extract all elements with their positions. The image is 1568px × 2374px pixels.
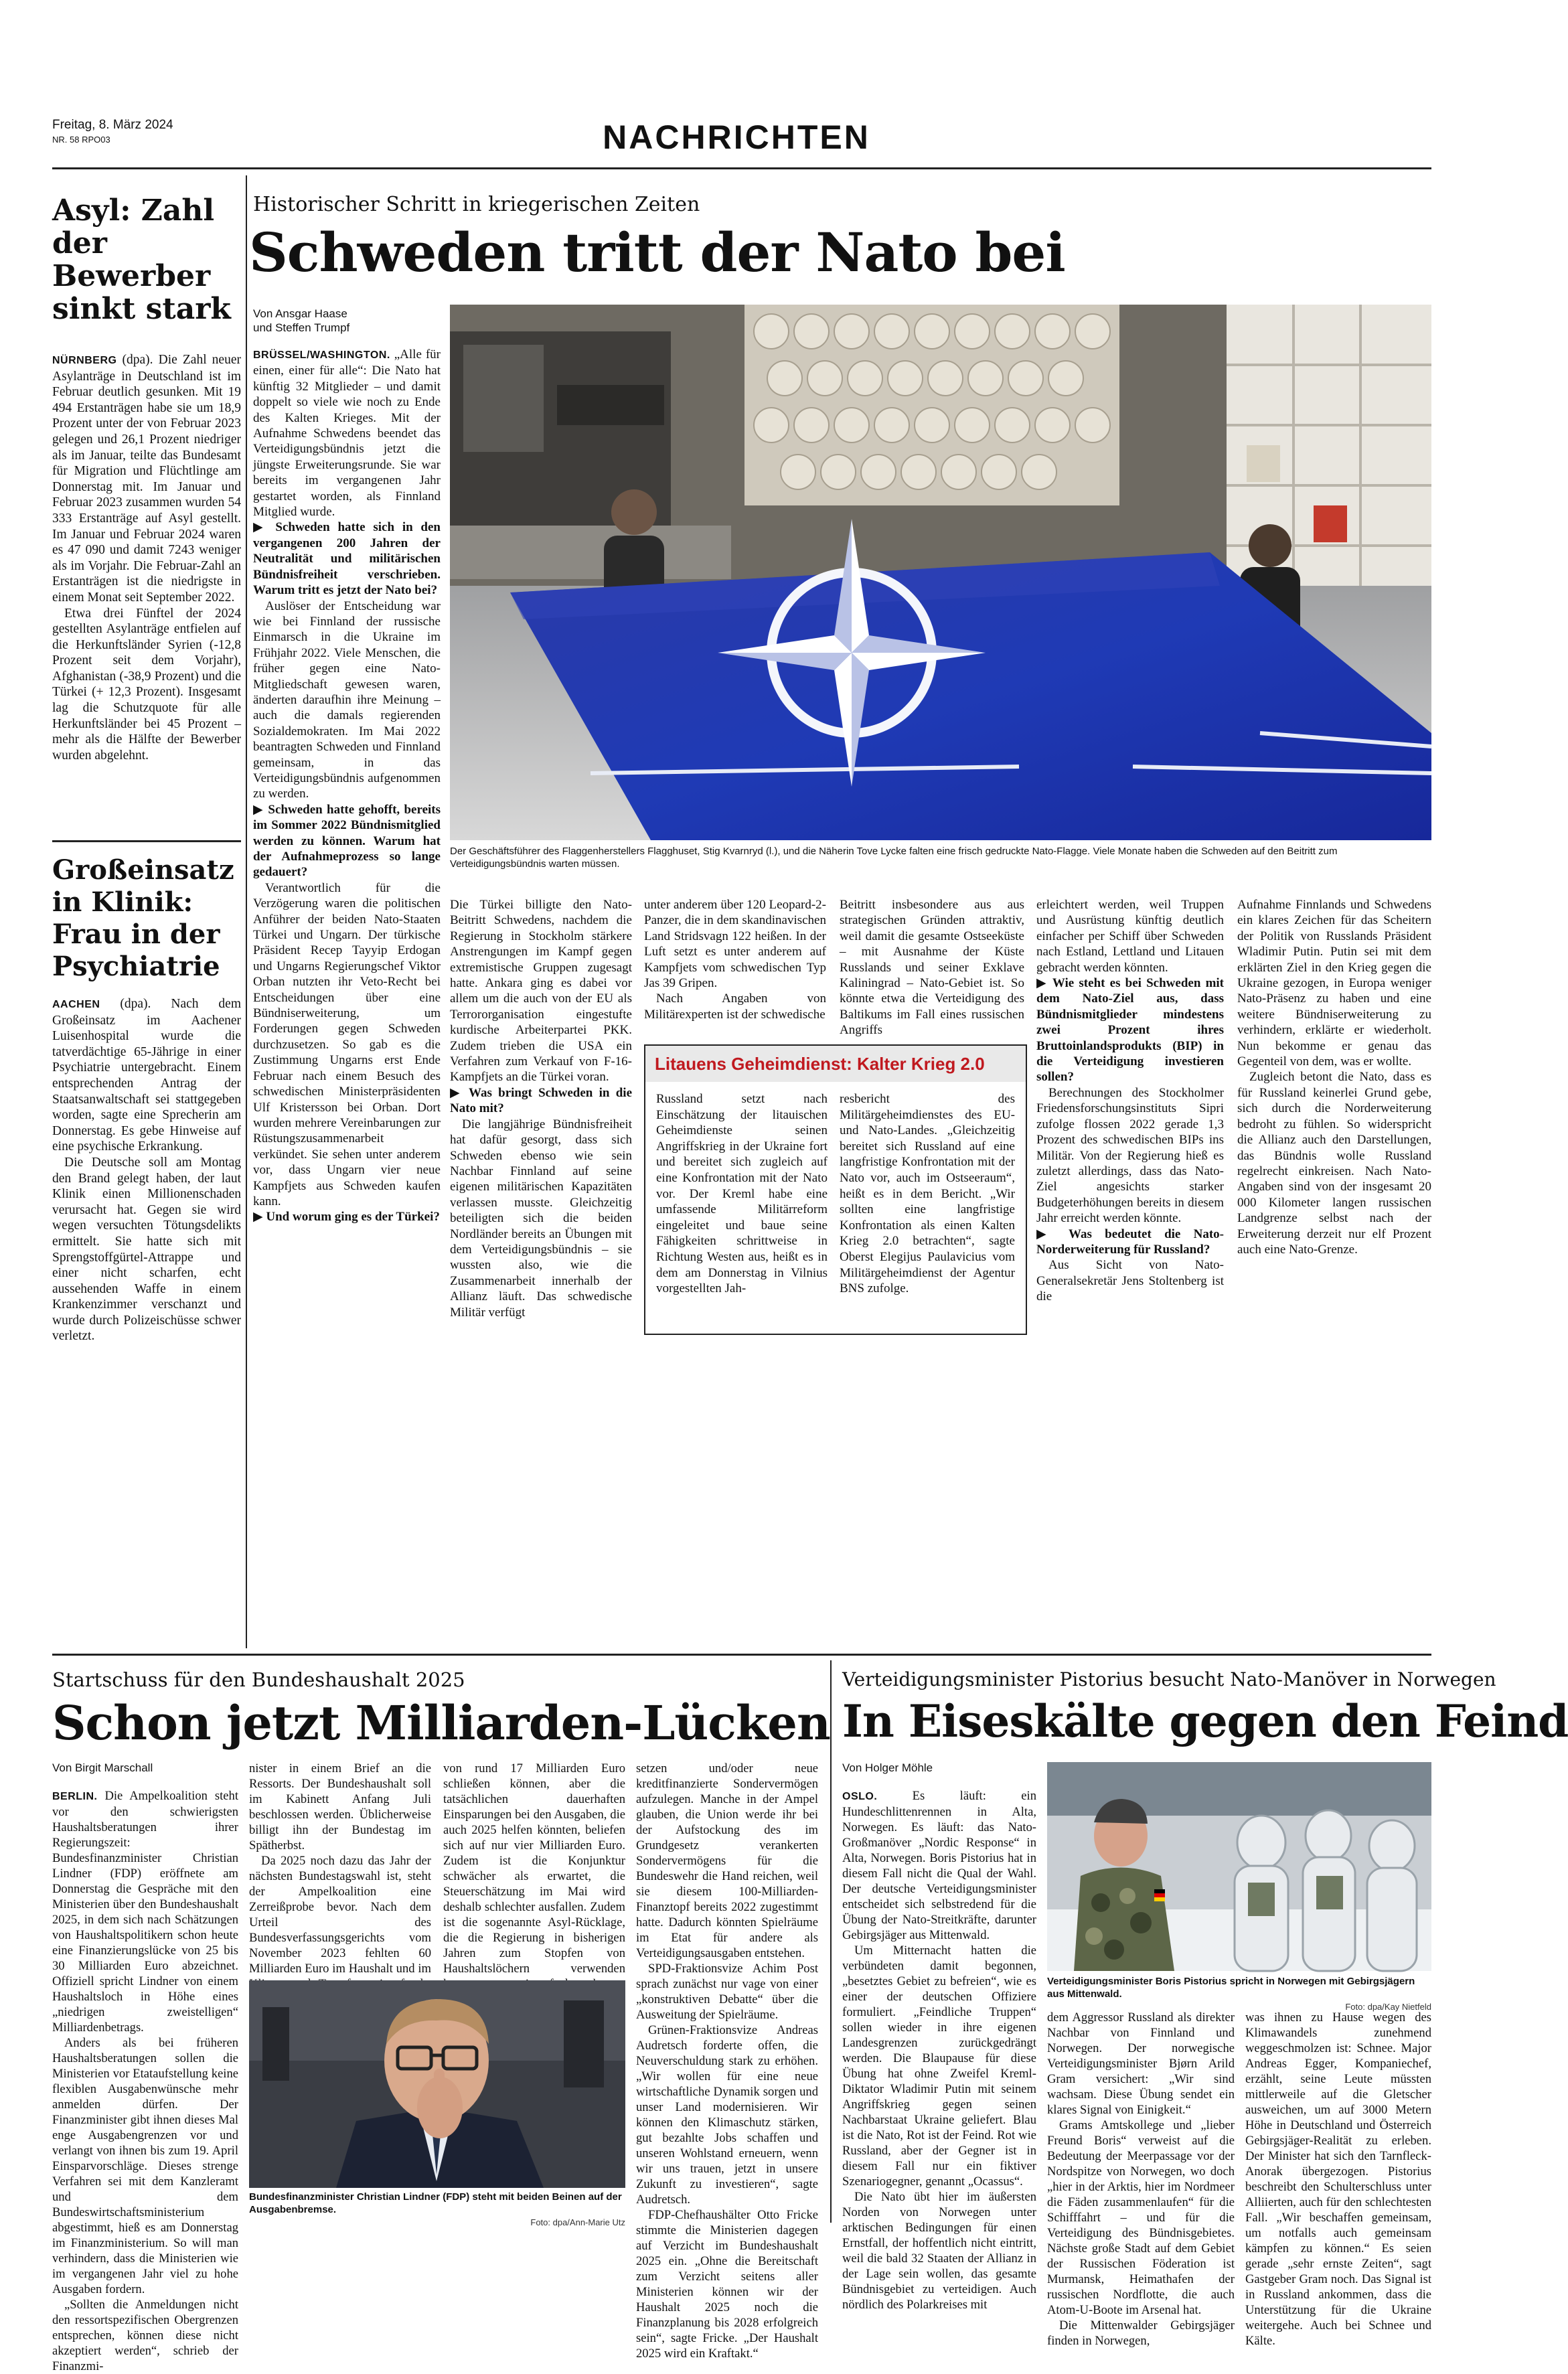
nato-col-6 [1237, 897, 1431, 1257]
nato-paragraph: Zugleich betont die Nato, dass es für Russland keinerlei Grund gebe, sich durch die Norderweiterung bedroht zu fühlen. So widerspricht die Allianz auch den Darstellungen, das Bündnis wolle Russland regelrecht einkreisen. Nach Nato-Angaben sind von der insgesamt 20 000 Kilometer langen russischen Landgrenze selbst nach der Erweiterung derzeit nur elf Prozent auch eine Nato-Grenze. [1237, 1070, 1431, 1257]
pistorius-kicker: Verteidigungsminister Pistorius besucht Nato-Manöver in Norwegen [842, 1668, 1496, 1690]
nato-paragraph: unter anderem über 120 Leopard-2-Panzer, die in dem skandinavischen Land Stridsvagn 122 heißen. In der Luft setzt es unter anderem auf Kampfjets vom schwedischen Typ Jas 39 Gripen. [644, 898, 826, 991]
header-rule [52, 167, 1431, 169]
nato-col-2 [450, 897, 632, 1320]
column-divider [246, 175, 247, 1648]
section-title: NACHRICHTEN [603, 118, 870, 156]
haushalt-col-1 [52, 1761, 238, 2374]
nato-kicker: Historischer Schritt in kriegerischen Zeiten [253, 193, 700, 216]
haushalt-col-4 [636, 1761, 818, 2361]
litauen-title: Litauens Geheimdienst: Kalter Krieg 2.0 [655, 1054, 985, 1074]
pistorius-paragraph: Die Mittenwalder Gebirgsjäger finden in Norwegen, [1047, 2318, 1235, 2348]
asyl-paragraph: Etwa drei Fünftel der 2024 gestellten Asylanträge entfielen auf die Herkunftsländer Syrien (-12,8 Prozent seit dem Vorjahr), Afghanistan (-38,9 Prozent) und die Türkei (+ 12,3 Prozent). Insgesamt lag die Schutzquote für alle Herkunftsländer bei 45 Prozent – mehr als die Hälfte der Bewerber wurden abgelehnt. [52, 606, 241, 763]
nato-col-4 [840, 897, 1024, 1038]
pistorius-paragraph: Um Mitternacht hatten die verbündeten damit begonnen, „besetztes Gebiet zu befreien“, wie es einer der deutschen Offiziere formuliert. „Feindliche Truppen“ sollen wieder in ihre eigenen Landesgrenzen zurückgedrängt werden. Die Blaupause für diese Übung hat ohne Zweifel Kreml-Diktator Wladimir Putin mit seinem Angriffskrieg gegen seinen Nachbarstaat Ukraine geliefert. Blau ist die Nato, Rot ist der Feind. Rot wie Russland, aber der Gegner ist in diesem Fall nur ein fiktiver Szenariogegner, genannt „Ocassus“. [842, 1944, 1036, 2189]
pistorius-dateline: OSLO. [842, 1791, 878, 1802]
lindner-caption [249, 2191, 625, 2229]
pistorius-paragraph: was ihnen zu Hause wegen des Klimawandels zunehmend weggeschmolzen ist: Schnee. Major Andreas Egger, Kompaniechef, erzählt, seine Leute müssten mittlerweile auf die Gletscher ausweichen, um auf 3000 Metern Höhe in Deutschland und Österreich Gebirgsjäger-Realität zu erleben. Der Minister hat sich den Tarnfleck-Anorak übergezogen. Pistorius beschreibt den Schulterschluss unter Alliierten, auch für den schlechtesten Fall. „Wir beschaffen gemeinsam, um notfalls auch gemeinsam kämpfen zu können.“ Es seien gerade „sehr ernste Zeiten“, sagt Gastgeber Gram noch. Das Signal ist in Russland ankommen, dass die Unterstützung für die Ukraine weitergehe. Auch bei Schnee und Kälte. [1245, 2010, 1431, 2348]
pistorius-paragraph: Grams Amtskollege und „lieber Freund Boris“ verweist auf die Bedeutung der Meerpassage vor der Nordspitze von Norwegen, wo doch „hier in der Arktis, hier im Nordmeer die Fäden zusammenlaufen“ für die Schifffahrt – und für die Verteidigung des Bündnisgebietes. Nächste große Stadt auf dem Gebiet der Russischen Föderation ist Murmansk, Heimathafen der russischen Nordflotte, die auch Atom-U-Boote im Arsenal hat. [1047, 2118, 1235, 2317]
haushalt-paragraph: Anders als bei früheren Haushaltsberatungen sollen die Ministerien vor Etataufstellung keine flexiblen Ausgabenwünsche mehr anmelden dürfen. Der Finanzminister gibt ihnen dieses Mal enge Ausgabengrenzen vor und verlangt von ihnen bis zum 19. April Einsparvorschläge. Dieses strenge Verfahren sei mit dem Kanzleramt und dem Bundeswirtschaftsministerium abgestimmt, hieß es am Donnerstag im Finanzministerium. So will man verhindern, dass die Ministerien wie im vergangenen Jahr viel zu hohe Ausgaben fordern. [52, 2036, 238, 2296]
litauen-col-1: Russland setzt nach Einschätzung der litauischen Geheimdienste seinen Angriffskrieg in der Ukraine fort und bereitet sich zugleich auf eine Konfrontation mit der Nato vor. Der Kreml habe eine umfassende Militärreform eingeleitet und baue seine Fähigkeiten schrittweise in Richtung Westen aus, heißt es in dem am Donnerstag in Vilnius vorgestellten Jah- [656, 1092, 828, 1296]
nato-dateline: BRÜSSEL/WASHINGTON. [253, 349, 390, 361]
haushalt-byline: Von Birgit Marschall [52, 1761, 153, 1774]
nato-col-3 [644, 897, 826, 1022]
klinik-headline: Großeinsatz in Klinik: Frau in der Psychiatrie [52, 854, 234, 982]
lindner-photo [249, 1980, 625, 2188]
asyl-body [52, 352, 241, 763]
klinik-paragraph: Die Deutsche soll am Montag den Brand gelegt haben, der laut Klinik einen Millionenschaden verursacht hat. Gegen sie wird wegen versuchten Tötungsdelikts ermittelt. Sie hatte sich mit Sprengstoffgürtel-Attrappe und einer nicht scharfen, echt aussehenden Waffe in einem Krankenzimmer verschanzt und wurde durch Polizeischüsse schwer verletzt. [52, 1155, 241, 1344]
pistorius-byline: Von Holger Möhle [842, 1761, 933, 1774]
nato-byline: und Steffen Trumpf [253, 321, 350, 334]
issue-date: Freitag, 8. März 2024 [52, 118, 173, 132]
nato-paragraph: „Alle für einen, einer für alle“: Die Nato hat künftig 32 Mitglieder – und damit doppelt so viele wie noch zu Ende des Kalten Krieges. Mit der Aufnahme Schwedens beendet das Verteidigungsbündnis jetzt die jüngste Erweiterungsrunde. Sie war bereits im vergangenen Jahr gestartet worden, als Finnland Mitglied wurde. [253, 347, 441, 520]
haushalt-paragraph: FDP-Chefhaushälter Otto Fricke stimmte die Ministerien dagegen auf Verzicht im Bundeshaushalt 2025 ein. „Ohne die Bereitschaft zum Verzicht seitens aller Ministerien können wir der Haushalt 2025 noch die Finanzplanung bis 2028 erfolgreich sein“, sagte Fricke. „Der Haushalt 2025 wird ein Kraftakt.“ [636, 2208, 818, 2361]
pistorius-paragraph: dem Aggressor Russland als direkter Nachbar von Finnland und Norwegen. Der norwegische Verteidigungsminister Bjørn Arild Gram versichert: „Wir sind wachsam. Diese Übung sendet ein klares Signal von Einigkeit.“ [1047, 2010, 1235, 2117]
litauen-title-bar [645, 1046, 1026, 1082]
column-divider [830, 1660, 832, 2223]
litauen-col-2: resbericht des Militärgeheimdienstes des EU- und Nato-Landes. „Gleichzeitig bereitet sich Russland auf eine langfristige Konfrontation mit der Nato vor, auch im Ostseeraum“, heißt es in dem Bericht. „Wir sollten eine langfristige Konfrontation als einen Kalten Krieg 2.0 betrachten“, sagte Oberst Elegijus Paulavicius vom Militärgeheimdienst der Agentur BNS zufolge. [840, 1092, 1015, 1296]
klinik-paragraph: Nach dem Großeinsatz im Aachener Luisenhospital wurde die tatverdächtige 65-Jährige in einer Psychiatrie untergebracht. Einem entsprechenden Antrag der Staatsanwaltschaft sei stattgegeben worden, sagte eine Sprecherin am Donnerstag. Es gebe Hinweise auf eine psychische Erkrankung. [52, 997, 242, 1154]
nato-paragraph: Verantwortlich für die Verzögerung waren die politischen Anführer der beiden Nato-Staaten Türkei und Ungarn. Der türkische Präsident Recep Tayyip Erdogan und Ungarns Regierungschef Viktor Orban nutzten ihr Veto-Recht bei Entscheidungen über eine Bündniserweiterung, um Forderungen gegen Schweden durchzusetzen. So gab es die Zustimmung Ungarns erst Ende Februar nach einem Besuch des schwedischen Ministerpräsidenten Ulf Kristersson bei Orban. Dort wurden mehrere Vereinbarungen zur Rüstungszusammenarbeit verkündet. Sie sehen unter anderem vor, dass Ungarn vier neue Kampfjets aus Schweden kaufen kann. [253, 880, 441, 1208]
haushalt-paragraph: „Sollten die Anmeldungen nicht den ressortspezifischen Obergrenzen entsprechen, können diese nicht akzeptiert werden“, schrieb der Finanzmi- [52, 2298, 238, 2373]
nato-caption-text: Der Geschäftsführer des Flaggenherstellers Flagghuset, Stig Kvarnryd (l.), und die Näherin Tove Lycke falten eine frisch gedruckte Nato-Flagge. Viele Monate haben die Schweden auf den Beitritt zum Verteidigungsbündnis warten müssen. [450, 846, 1338, 870]
haushalt-paragraph: nister in einem Brief an die Ressorts. Der Bundeshaushalt soll im Kabinett Anfang Juli beschlossen werden. Üblicherweise billigt ihn der Bundestag im Spätherbst. [249, 1761, 431, 1852]
nato-photo-caption [450, 845, 1431, 870]
haushalt-paragraph: Grünen-Fraktionsvize Andreas Audretsch forderte offen, die Neuverschuldung stark zu erhöhen. „Wir wollen für eine neue wirtschaftliche Dynamik sorgen und unser Land modernisieren. Wir können den Klimaschutz stärken, gut bezahlte Jobs schaffen und unseren Wohlstand erneuern, wenn wir uns trauen, jetzt in unsere Zukunft zu investieren“, sagte Audretsch. [636, 2023, 818, 2207]
nato-paragraph: Auslöser der Entscheidung war wie bei Finnland der russische Einmarsch in die Ukraine im Frühjahr 2022. Viele Menschen, die früher gegen eine Nato-Mitgliedschaft gewesen waren, änderten daraufhin ihre Meinung – auch die damals regierenden Sozialdemokraten. Im Mai 2022 beantragten Schweden und Finnland gemeinsam, in das Verteidigungsbündnis aufgenommen zu werden. [253, 599, 441, 801]
pistorius-col-1 [842, 1761, 1036, 2312]
nato-col-1 [253, 307, 441, 1225]
nato-flag-illustration [450, 305, 1431, 840]
klinik-agency: (dpa). [120, 997, 151, 1011]
haushalt-paragraph: Die Ampelkoalition steht vor den schwierigsten Haushaltsberatungen ihrer Regierungszeit: Bundesfinanzminister Christian Lindner (FDP) eröffnete am Donnerstag die Gespräche mit den Ministerien über den Bundeshaushalt 2025, in dem sich nach Schätzungen von Haushaltspolitikern schon heute eine Finanzierungslücke von 25 bis 30 Milliarden Euro abzeichnet. Offiziell spricht Lindner von einem Haushaltsloch in Höhe eines „niedrigen zweistelligen“ Milliardenbetrags. [52, 1789, 238, 2035]
issue-number: NR. 58 RPO03 [52, 135, 110, 145]
pistorius-photo [1047, 1762, 1431, 1971]
lindner-illustration [249, 1980, 625, 2188]
haushalt-dateline: BERLIN. [52, 1791, 98, 1802]
pistorius-caption [1047, 1975, 1431, 2013]
klinik-body [52, 996, 241, 1344]
nato-question: ▶ Schweden hatte sich in den vergangenen 200 Jahren der Neutralität und militärischen Bündnisfreiheit verschrieben. Warum tritt es jetzt der Nato bei? [253, 520, 441, 598]
haushalt-kicker: Startschuss für den Bundeshaushalt 2025 [52, 1668, 465, 1691]
pistorius-col-2 [1047, 2010, 1235, 2349]
haushalt-headline: Schon jetzt Milliarden-Lücken [52, 1695, 830, 1751]
nato-question: ▶ Schweden hatte gehofft, bereits im Sommer 2022 Bündnismitglied werden zu können. Warum hat der Aufnahmeprozess so lange gedauert? [253, 802, 441, 880]
nato-paragraph: Die Türkei billigte den Nato-Beitritt Schwedens, nachdem die Regierung in Stockholm stärkere Anstrengungen im Kampf gegen extremistische Gruppen zugesagt hatte. Ankara ging es dabei vor allem um die auch von der EU als Terrororganisation eingestufte kurdische Arbeiterpartei PKK. Zudem trieben die USA ein Verfahren zum Verkauf von F-16-Kampfjets an die Türkei voran. [450, 898, 632, 1085]
nato-question: ▶ Was bedeutet die Nato-Norderweiterung für Russland? [1036, 1226, 1224, 1257]
nato-paragraph: Nach Angaben von Militärexperten ist der schwedische [644, 992, 826, 1022]
haushalt-paragraph: Da 2025 noch dazu das Jahr der nächsten Bundestagswahl ist, steht der Ampelkoalition eine Zerreißprobe bevor. Nach dem Urteil des Bundesverfassungsgerichts vom November 2023 fehlten 60 Milliarden Euro im Haushalt und im [249, 1854, 431, 1976]
pistorius-paragraph: Die Nato übt hier im äußersten Norden von Norwegen unter arktischen Bedingungen für einen Ernstfall, der hoffentlich nicht eintritt, weil die bald 32 Staaten der Allianz in der Lage sein wollen, das gesamte Bündnisgebiet zu verteidigen. Auch nördlich des Polarkreises mit [842, 2190, 1036, 2312]
haushalt-paragraph: setzen und/oder neue kreditfinanzierte Sondervermögen aufzulegen. Manche in der Ampel glauben, die Union werde ihr bei der Aufstockung des im Grundgesetz verankerten Sondervermögens für die Bundeswehr die Hand reichen, weil sie diesem 100-Milliarden-Finanztopf bereits 2022 zugestimmt hatte. Dadurch könnten Spielräume im Etat für andere als Verteidigungsausgaben entstehen. [636, 1761, 818, 1960]
nato-flag-photo [450, 305, 1431, 840]
klinik-dateline: AACHEN [52, 999, 100, 1010]
asyl-dateline: NÜRNBERG [52, 355, 117, 366]
lindner-caption-text: Bundesfinanzminister Christian Lindner (FDP) steht mit beiden Beinen auf der Ausgabenbremse. [249, 2191, 622, 2215]
nato-headline: Schweden tritt der Nato bei [249, 221, 1065, 284]
nato-paragraph: Die langjährige Bündnisfreiheit hat dafür gesorgt, dass sich Schweden ebenso wie sein Nachbar Finnland auf seine eigenen militärischen Kapazitäten verlassen musste. Gleichzeitig beteiligten sich die beiden Nordländer bereits an Übungen mit dem Verteidigungsbündnis – sie wussten also, wie die Zusammenarbeit innerhalb der Allianz läuft. Das schwedische Militär verfügt [450, 1117, 632, 1320]
nato-question: ▶ Was bringt Schweden in die Nato mit? [450, 1085, 632, 1116]
pistorius-caption-text: Verteidigungsminister Boris Pistorius spricht in Norwegen mit Gebirgsjägern aus Mittenwald. [1047, 1976, 1415, 2000]
lindner-photo-credit: Foto: dpa/Ann-Marie Utz [530, 2217, 625, 2227]
nato-paragraph: Aufnahme Finnlands und Schwedens ein klares Zeichen für das Scheitern der Politik von Russlands Präsident Wladimir Putin. Putin sei mit dem erklärten Ziel in den Krieg gegen die Ukraine gezogen, in Europa weniger Nato-Präsenz zu haben und eine weitere Bündniserweiterung zu verhindern, erklärte er wiederholt. Nun bekomme er genau das Gegenteil von dem, was er wollte. [1237, 898, 1431, 1069]
nato-paragraph: erleichtert werden, weil Truppen und Ausrüstung künftig deutlich einfacher per Schiff über Schweden nach Estland, Lettland und Litauen gebracht werden könnten. [1036, 898, 1224, 975]
haushalt-paragraph: SPD-Fraktionsvize Achim Post sprach zunächst nur vage von einer „konstruktiven Debatte“ über die Ausweitung der Spielräume. [636, 1962, 818, 2022]
nato-byline: Von Ansgar Haase [253, 307, 347, 320]
asyl-paragraph: Die Zahl neuer Asylanträge in Deutschland ist im Februar deutlich gesunken. Mit 19 494 Erstanträgen habe sie um 18,9 Prozent unter der von Februar 2023 gelegen und 26,1 Prozent niedriger als im Januar, teilte das Bundesamt für Migration und Flüchtlinge am Donnerstag mit. Im Januar und Februar 2023 zusammen wurden 54 333 Erstanträge auf Asyl gestellt. Im Januar und Februar 2024 waren es 47 090 und damit 7243 weniger als im Vorjahr. Die Februar-Zahl an Erstanträgen ist die niedrigste in einem Monat seit September 2022. [52, 353, 241, 605]
nato-col-5 [1036, 897, 1224, 1305]
pistorius-illustration [1047, 1762, 1431, 1971]
asyl-headline: Asyl: Zahl der Bewerber sinkt stark [52, 193, 231, 326]
nato-paragraph: Beitritt insbesondere aus aus strategischen Gründen attraktiv, weil damit die gesamte Ostseeküste – mit Ausnahme der Küste Russlands und seiner Exklave Kaliningrad – Nato-Gebiet ist. So könnte etwa die Verteidigung des Baltikums im Fall eines russischen Angriffs [840, 898, 1024, 1038]
pistorius-headline: In Eiseskälte gegen den Feind [842, 1695, 1568, 1747]
asyl-article [52, 175, 241, 763]
pistorius-paragraph: Es läuft: ein Hundeschlittenrennen in Alta, Norwegen. Es läuft: das Nato-Großmanöver „Nordic Response“ in Alta, Norwegen. Boris Pistorius hat in diesem Fall nicht die Qual der Wahl. Der deutsche Verteidigungsminister entscheidet sich selbstredend für die Übung der Nato-Streitkräfte, darunter Gebirgsjäger aus Mittenwald. [842, 1789, 1036, 1942]
pistorius-col-3 [1245, 2010, 1431, 2349]
pistorius-photo-credit: Foto: dpa/Kay Nietfeld [1345, 2002, 1431, 2012]
section-rule [52, 1654, 1431, 1656]
litauen-box [644, 1044, 1027, 1335]
haushalt-paragraph: von rund 17 Milliarden Euro schließen können, aber die tatsächlichen dauerhaften Einsparungen bei den Ausgaben, die auch 2025 helfen könnten, beliefen sich auf nur vier Milliarden Euro. Zudem ist die Konjunktur schwächer als erwartet, die Steuerschätzung im Mai wird deshalb schlechter ausfallen. Zudem ist die sogenannte Asyl-Rücklage, die die Regierung in bisherigen Jahren zum Stopfen von Haushaltslöchern verwenden [443, 1761, 625, 1976]
klinik-article [52, 845, 241, 1344]
nato-paragraph: Berechnungen des Stockholmer Friedensforschungsinstituts Sipri zufolge flossen 2022 gerade 1,3 Prozent des schwedischen BIPs ins Militär. Von der Regierung hieß es zuletzt allerdings, dass das Nato-Ziel angesichts starker Budgeterhöhungen bereits in diesem Jahr erreicht werden könnte. [1036, 1085, 1224, 1226]
nato-question: ▶ Und worum ging es der Türkei? [253, 1210, 440, 1224]
asyl-agency: (dpa). [122, 353, 153, 367]
nato-question: ▶ Wie steht es bei Schweden mit dem Nato-Ziel aus, dass Bündnismitglieder mindestens zwei Prozent ihres Bruttoinlandsprodukts (BIP) in die Verteidigung investieren sollen? [1036, 976, 1224, 1085]
nato-paragraph: Aus Sicht von Nato-Generalsekretär Jens Stoltenberg ist die [1036, 1258, 1224, 1304]
divider [52, 840, 241, 842]
